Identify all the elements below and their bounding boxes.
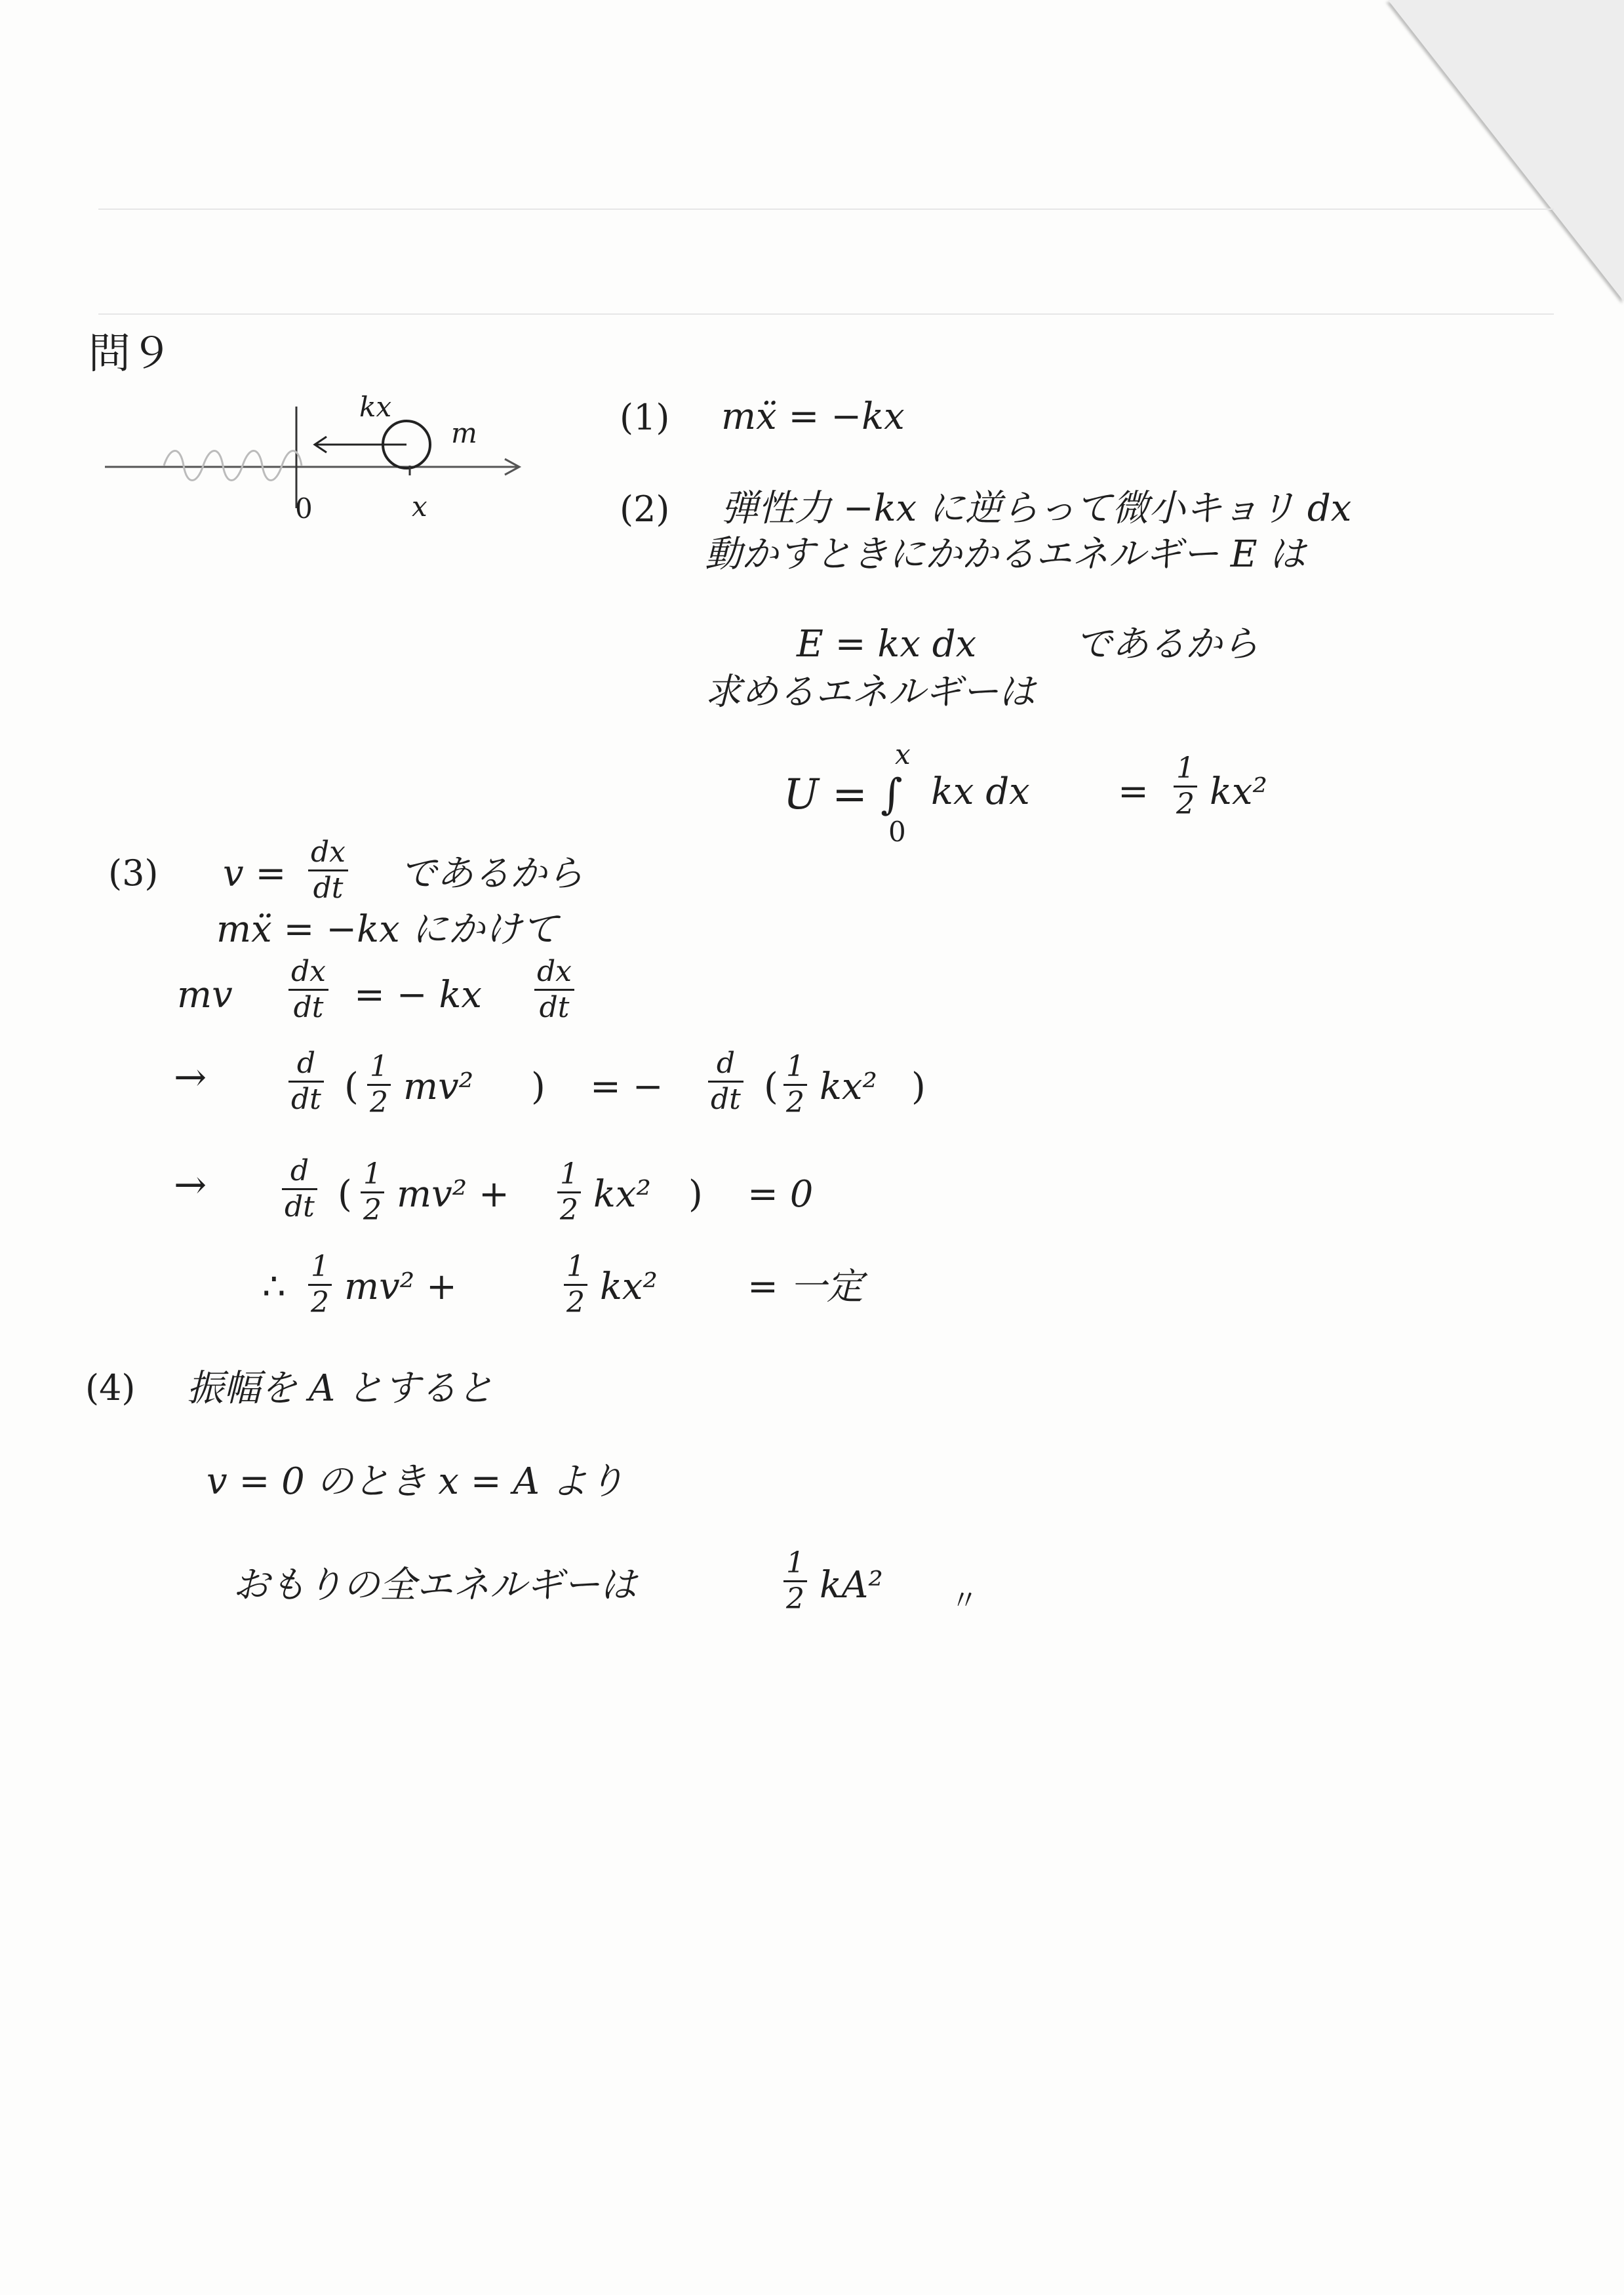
part3-kinetic-term: mv² <box>403 1066 474 1108</box>
part2-line1: 弾性力 −kx に逆らって微小キョリ dx <box>721 487 1352 530</box>
part3-half-fraction: 1 2 <box>308 1252 332 1317</box>
part3-line6-potential: kx² <box>600 1266 658 1308</box>
part2-integral-lower: 0 <box>888 816 906 848</box>
part3-d-dt-fraction: d dt <box>288 1049 324 1114</box>
faint-ruled-line <box>98 313 1554 315</box>
part3-half-fraction: 1 2 <box>367 1052 391 1117</box>
part4-line1: 振幅を A とすると <box>187 1367 494 1410</box>
part3-dx-dt-fraction: dx dt <box>534 957 574 1022</box>
part3-velocity-fraction: dx dt <box>308 838 348 903</box>
part4-half-fraction: 1 2 <box>783 1549 807 1614</box>
part2-line4: 求めるエネルギーは <box>705 671 1035 713</box>
close-paren: ) <box>688 1173 703 1216</box>
part2-equals: = <box>1118 770 1149 813</box>
part3-velocity-lhs: v = <box>223 852 287 895</box>
part2-integral-lhs: U = ∫ <box>783 770 903 819</box>
open-paren: ( <box>764 1066 778 1108</box>
part3-d-dt-fraction: d dt <box>708 1049 743 1114</box>
part3-line5-eq: = 0 <box>747 1173 814 1216</box>
part2-because: であるから <box>1075 623 1259 666</box>
part2-label: (2) <box>620 489 670 530</box>
origin-label: 0 <box>295 492 313 525</box>
implies-arrow: → <box>174 1054 207 1100</box>
part4-total-energy: kA² <box>820 1564 883 1606</box>
part3-line3-lhs: mv <box>177 974 233 1016</box>
part3-half-fraction: 1 2 <box>557 1160 581 1225</box>
part2-half-fraction: 1 2 <box>1174 754 1197 819</box>
faint-ruled-line <box>98 209 1554 210</box>
part3-line6-kinetic: mv² + <box>344 1266 457 1308</box>
part3-half-fraction: 1 2 <box>564 1252 587 1317</box>
part3-half-fraction: 1 2 <box>361 1160 384 1225</box>
part1-label: (1) <box>620 397 670 438</box>
end-mark: 〃 <box>951 1584 979 1616</box>
close-paren: ) <box>911 1066 926 1108</box>
part3-line2: mẍ = −kx にかけて <box>216 908 559 951</box>
part3-line5-kinetic: mv² + <box>397 1173 509 1216</box>
part3-line3-mid: = − kx <box>354 974 482 1016</box>
mass-label: m <box>451 417 477 449</box>
problem-title: 問９ <box>89 330 172 378</box>
close-paren: ) <box>531 1066 545 1108</box>
force-label: kx <box>359 391 392 423</box>
part4-line3: おもりの全エネルギーは <box>233 1564 637 1606</box>
part3-because: であるから <box>400 852 584 895</box>
spring-mass-diagram <box>98 367 531 538</box>
part2-result: kx² <box>1210 770 1267 813</box>
part2-energy-element: E = kx dx <box>797 623 977 666</box>
part2-line2: 動かすときにかかるエネルギー E は <box>705 533 1306 576</box>
part1-equation: mẍ = −kx <box>721 395 905 438</box>
position-label: x <box>412 490 427 523</box>
implies-arrow: → <box>174 1162 207 1208</box>
part3-line4-eq: = − <box>590 1066 663 1108</box>
part3-line5-potential: kx² <box>593 1173 651 1216</box>
part2-integral-upper: x <box>895 738 911 770</box>
open-paren: ( <box>338 1173 352 1216</box>
part4-label: (4) <box>85 1367 136 1408</box>
part4-line2: v = 0 のとき x = A より <box>207 1460 625 1503</box>
folded-corner <box>1388 0 1624 302</box>
part2-integrand: kx dx <box>931 770 1030 813</box>
therefore-symbol: ∴ <box>262 1266 286 1308</box>
part3-d-dt-fraction: d dt <box>282 1157 317 1222</box>
part3-dv-dt-fraction: dx dt <box>288 957 328 1022</box>
part3-half-fraction: 1 2 <box>783 1052 807 1117</box>
part3-label: (3) <box>108 852 159 894</box>
part3-conservation: = 一定 <box>747 1266 863 1308</box>
spring-coil <box>164 451 302 481</box>
part3-potential-term: kx² <box>820 1066 877 1108</box>
open-paren: ( <box>344 1066 359 1108</box>
